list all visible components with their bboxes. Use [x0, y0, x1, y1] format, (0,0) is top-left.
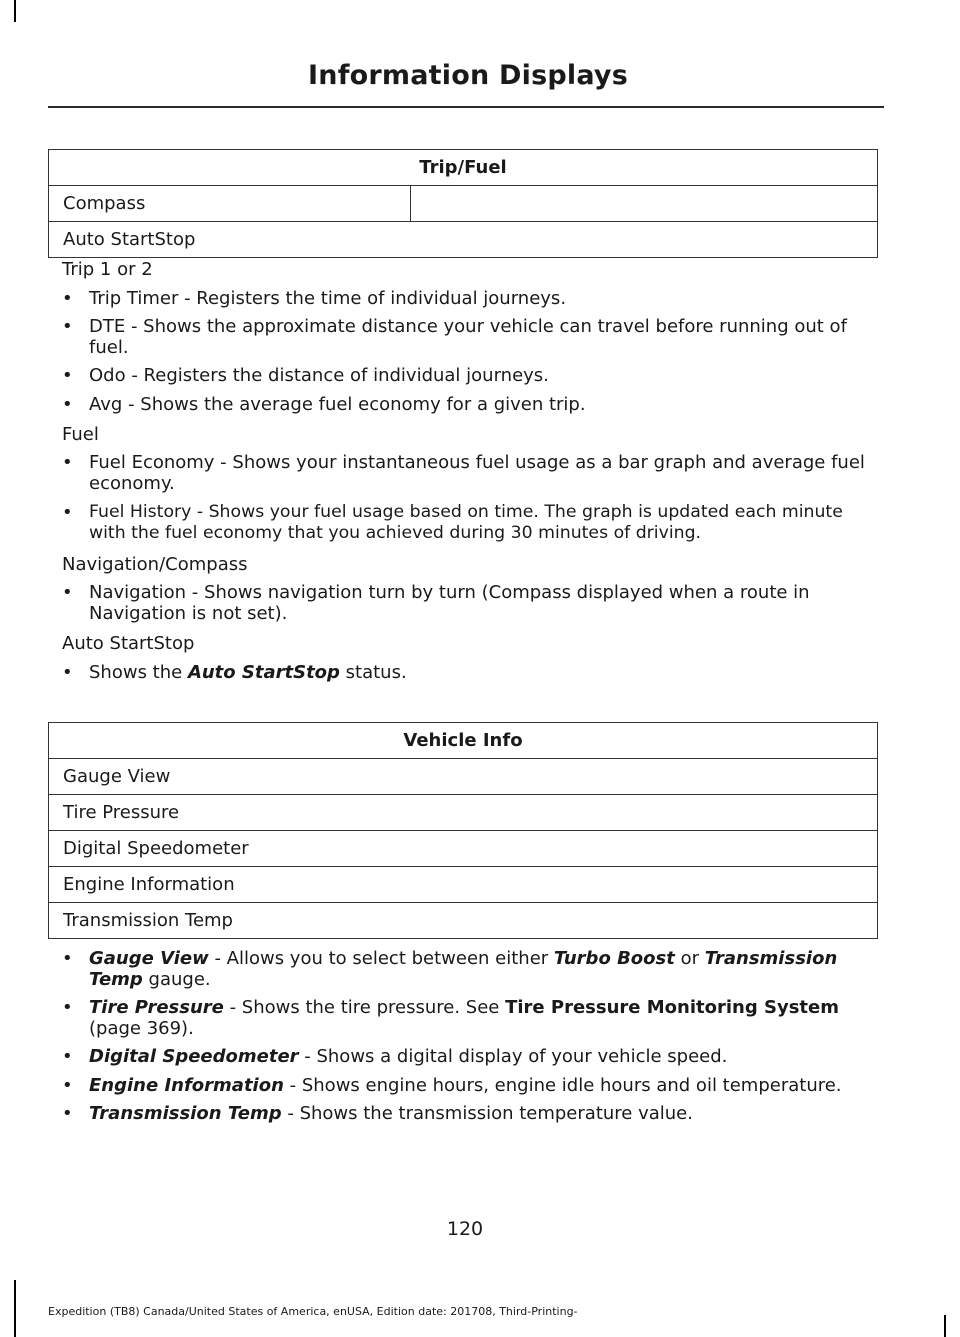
- list-item: • DTE - Shows the approximate distance your vehicle can travel before running out of fuel.: [62, 316, 847, 358]
- list-item: • Shows the Auto StartStop status.: [62, 662, 407, 683]
- table-row: [49, 903, 878, 939]
- table-row: [49, 831, 878, 867]
- bullet-icon: •: [62, 997, 73, 1018]
- bullet-icon: •: [62, 288, 73, 309]
- table-heading: Trip/Fuel: [49, 150, 878, 186]
- list-item: • Avg - Shows the average fuel economy for a given trip.: [62, 394, 586, 415]
- bullet-icon: •: [62, 452, 73, 473]
- list-item: • Gauge View - Allows you to select between either Turbo Boost or Transmission Temp gauge.: [62, 948, 838, 990]
- crop-mark-top-left: [14, 0, 16, 22]
- list-item: • Trip Timer - Registers the time of individual journeys.: [62, 288, 567, 309]
- cross-reference-link[interactable]: Tire Pressure Monitoring System: [505, 997, 839, 1018]
- section-title-fuel: Fuel: [62, 424, 99, 445]
- crop-mark-bottom-left: [14, 1280, 16, 1337]
- table-cell: Auto StartStop: [49, 222, 878, 258]
- bullet-icon: •: [62, 582, 73, 603]
- bullet-icon: •: [62, 1075, 73, 1096]
- list-item: • Engine Information - Shows engine hours, engine idle hours and oil temperature.: [62, 1075, 842, 1096]
- list-item: • Tire Pressure - Shows the tire pressure. See Tire Pressure Monitoring System (page 369).: [62, 997, 839, 1039]
- table-header-row: [49, 723, 878, 759]
- bullet-icon: •: [62, 1103, 73, 1124]
- crop-mark-bottom-right: [944, 1315, 946, 1337]
- list-item: • Odo - Registers the distance of individual journeys.: [62, 365, 549, 386]
- table-row: [49, 795, 878, 831]
- table-cell: Transmission Temp: [49, 903, 878, 939]
- bullet-icon: •: [62, 662, 73, 683]
- list-item: • Transmission Temp - Shows the transmission temperature value.: [62, 1103, 693, 1124]
- table-cell: Digital Speedometer: [49, 831, 878, 867]
- footer-edition-info: Expedition (TB8) Canada/United States of America, enUSA, Edition date: 201708, Third-Printing-: [48, 1305, 578, 1318]
- table-row: [49, 867, 878, 903]
- header-divider: [48, 106, 884, 108]
- table-cell-empty: [411, 186, 878, 222]
- table-cell: Tire Pressure: [49, 795, 878, 831]
- term-auto-startstop: Auto StartStop: [187, 662, 340, 683]
- bullet-icon: •: [62, 316, 73, 337]
- trip-fuel-table: [48, 149, 878, 258]
- table-cell: Compass: [49, 186, 411, 222]
- section-title-auto-startstop: Auto StartStop: [62, 633, 195, 654]
- list-item: • Fuel Economy - Shows your instantaneous fuel usage as a bar graph and average fuel economy.: [62, 452, 865, 494]
- bullet-icon: •: [62, 1046, 73, 1067]
- vehicle-info-table: [48, 722, 878, 939]
- page-title: Information Displays: [308, 60, 628, 91]
- bullet-icon: •: [62, 502, 73, 523]
- section-title-trip: Trip 1 or 2: [62, 259, 153, 280]
- list-item: • Fuel History - Shows your fuel usage based on time. The graph is updated each minute with the fuel economy that you achieved during 30 minutes of driving.: [62, 502, 843, 543]
- list-item: • Navigation - Shows navigation turn by turn (Compass displayed when a route in Navigation is not set).: [62, 582, 810, 624]
- bullet-icon: •: [62, 948, 73, 969]
- page-number: 120: [446, 1218, 484, 1240]
- bullet-icon: •: [62, 365, 73, 386]
- section-title-navigation: Navigation/Compass: [62, 554, 248, 575]
- table-heading: Vehicle Info: [49, 723, 878, 759]
- table-row: [49, 759, 878, 795]
- table-cell: Gauge View: [49, 759, 878, 795]
- table-header-row: [49, 150, 878, 186]
- bullet-icon: •: [62, 394, 73, 415]
- list-item: • Digital Speedometer - Shows a digital display of your vehicle speed.: [62, 1046, 728, 1067]
- table-cell: Engine Information: [49, 867, 878, 903]
- table-row: [49, 222, 878, 258]
- table-row: [49, 186, 878, 222]
